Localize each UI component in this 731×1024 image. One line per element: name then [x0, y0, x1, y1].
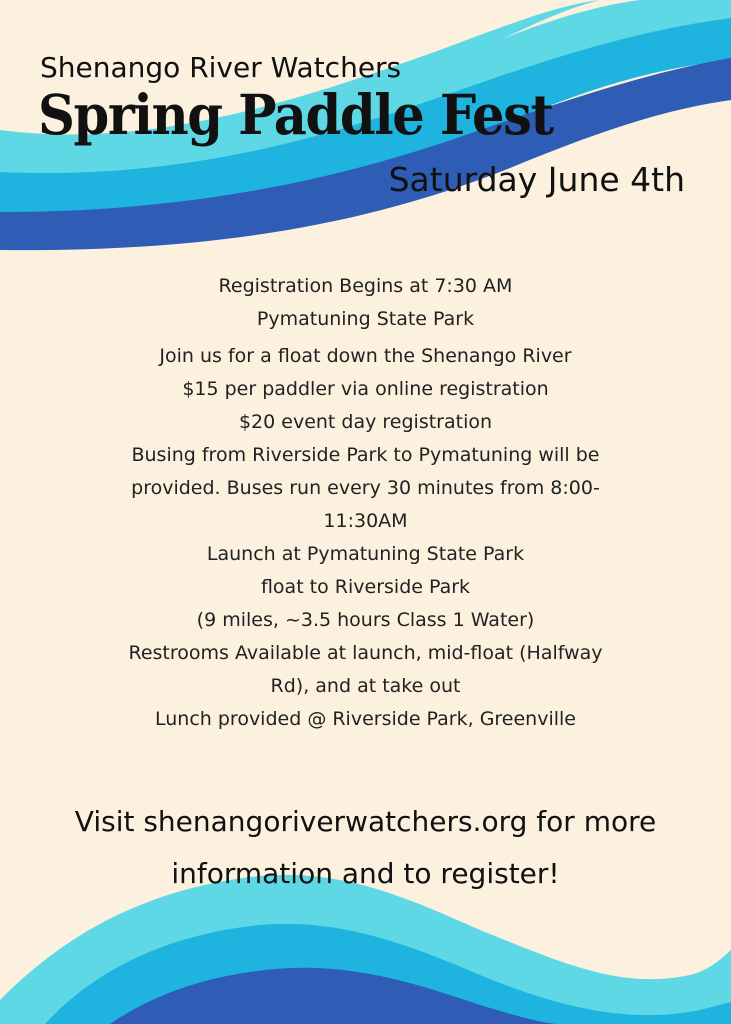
detail-line: Restrooms Available at launch, mid-float (Halfway	[128, 642, 603, 664]
org-name: Shenango River Watchers	[40, 51, 402, 84]
detail-line: (9 miles, ~3.5 hours Class 1 Water)	[196, 609, 535, 631]
registration-time: Registration Begins at 7:30 AM	[218, 275, 513, 297]
call-to-action	[20, 796, 711, 900]
cta-line-1: Visit shenangoriverwatchers.org for more	[74, 805, 657, 838]
detail-line: Join us for a float down the Shenango River	[159, 345, 572, 367]
event-title: Spring Paddle Fest	[38, 82, 553, 147]
event-details	[50, 270, 681, 736]
detail-line: Rd), and at take out	[270, 675, 461, 697]
event-date: Saturday June 4th	[388, 160, 685, 199]
detail-line: provided. Buses run every 30 minutes from 8:00-	[131, 477, 600, 499]
detail-line: $20 event day registration	[238, 411, 493, 433]
cta-line-2: information and to register!	[171, 857, 560, 890]
event-location: Pymatuning State Park	[256, 308, 475, 330]
detail-line: 11:30AM	[323, 510, 408, 532]
detail-line: Busing from Riverside Park to Pymatuning will be	[131, 444, 600, 466]
detail-line: float to Riverside Park	[260, 576, 471, 598]
detail-line: Lunch provided @ Riverside Park, Greenville	[155, 708, 576, 730]
detail-line: $15 per paddler via online registration	[182, 378, 549, 400]
detail-line: Launch at Pymatuning State Park	[206, 543, 525, 565]
